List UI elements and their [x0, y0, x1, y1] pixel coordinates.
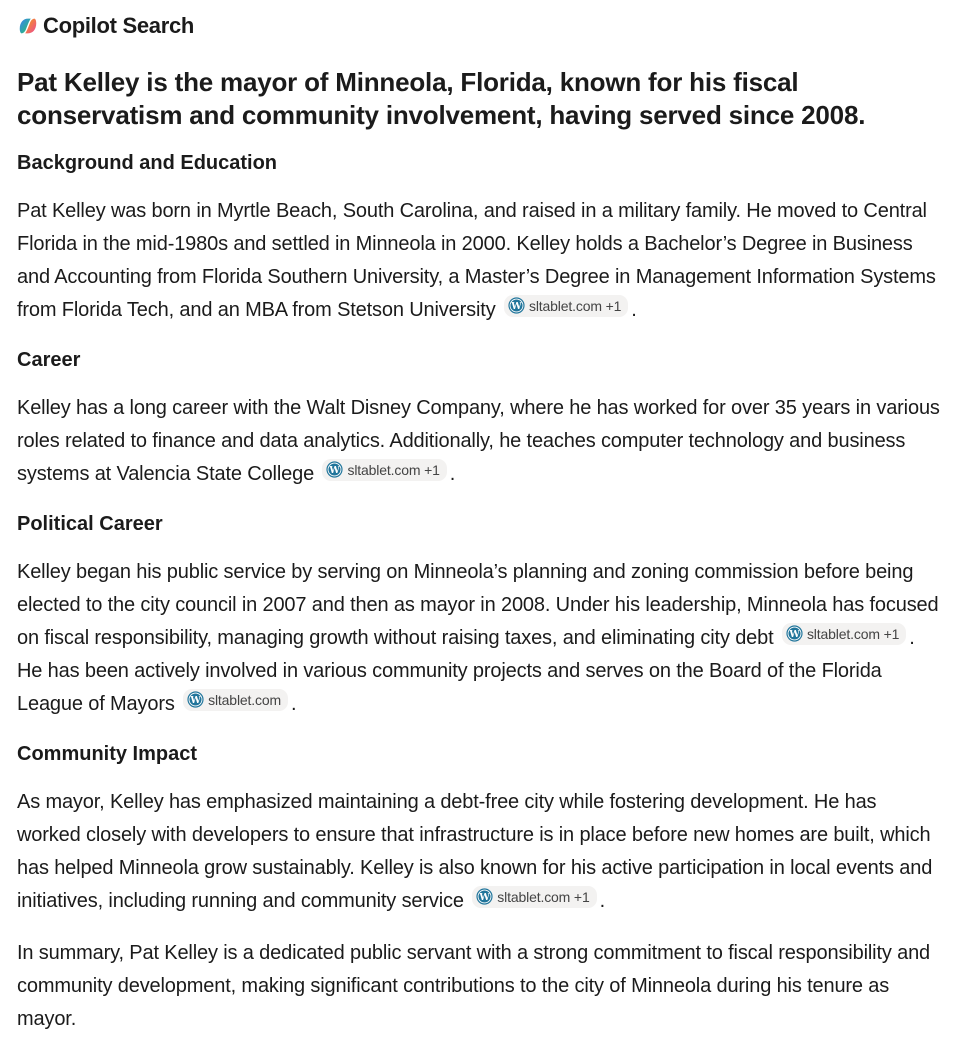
section-heading: Career: [17, 349, 81, 371]
paragraph-text: .: [449, 463, 456, 485]
svg-text:W: W: [479, 891, 490, 903]
paragraph-text: .: [291, 693, 297, 715]
citation-chip[interactable]: [472, 886, 596, 908]
paragraph-text: Kelley began his public service by serving on Minneola’s planning and zoning commission before being elected to the city council in 2007 and then as mayor in 2008. Under his leadership, Minneola has focused on fiscal responsibility, managing growth without raising taxes, and eliminating city debt: [17, 561, 939, 649]
paragraph-text: .: [631, 299, 637, 321]
section-paragraph: [17, 195, 942, 327]
wordpress-icon: [326, 461, 343, 478]
section-paragraph: [17, 392, 942, 491]
svg-text:W: W: [190, 694, 201, 706]
paragraph-text: .: [599, 890, 606, 912]
app-header: [17, 12, 194, 40]
section-heading: Political Career: [17, 513, 163, 535]
wordpress-icon: [187, 691, 204, 708]
svg-text:W: W: [329, 464, 341, 476]
summary-paragraph: In summary, Pat Kelley is a dedicated public servant with a strong commitment to fiscal responsibility and community development, making significant contributions to the city of Minneola during his tenure as mayor.: [17, 942, 931, 1030]
wordpress-icon: [476, 888, 493, 905]
section-career: [17, 346, 942, 491]
copilot-logo-icon[interactable]: [17, 15, 39, 37]
paragraph-text: As mayor, Kelley has emphasized maintaining a debt-free city while fostering development. He has worked closely with developers to ensure that infrastructure is in place before new homes are built, which has helped Minneola grow sustainably. Kelley is also known for his active participation in local events and initiatives, including running and community service: [17, 791, 933, 912]
citation-label: sltablet.com +1: [497, 888, 590, 905]
svg-text:W: W: [511, 300, 522, 312]
section-heading: Background and Education: [17, 152, 278, 174]
answer-content: [17, 66, 942, 1055]
answer-title: Pat Kelley is the mayor of Minneola, Florida, known for his fiscal conservatism and community involvement, having served since 2008.: [17, 67, 866, 130]
svg-text:W: W: [789, 628, 800, 640]
citation-label: sltablet.com: [208, 691, 282, 708]
citation-chip[interactable]: [782, 623, 906, 645]
paragraph-text: Pat Kelley was born in Myrtle Beach, South Carolina, and raised in a military family. He moved to Central Florida in the mid-1980s and settled in Minneola in 2000. Kelley holds a Bachelor’s Degree in Business and Accounting from Florida Southern University, a Master’s Degree in Management Information Systems from Florida Tech, and an MBA from Stetson University: [17, 200, 936, 321]
paragraph-text: . He has been actively involved in various community projects and serves on the Board of the Florida League of Mayors: [17, 627, 915, 715]
citation-chip[interactable]: [504, 295, 628, 317]
wordpress-icon: [786, 625, 803, 642]
app-brand: Copilot Search: [43, 13, 195, 38]
citation-chip[interactable]: [322, 459, 446, 481]
section-background-education: [17, 149, 942, 327]
section-heading: Community Impact: [17, 743, 198, 765]
wordpress-icon: [508, 297, 525, 314]
citation-label: sltablet.com +1: [806, 625, 900, 642]
section-political-career: [17, 510, 942, 721]
paragraph-text: Kelley has a long career with the Walt Disney Company, where he has worked for over 35 years in various roles related to finance and data analytics. Additionally, he teaches computer technology and business systems at Valencia State College: [17, 397, 940, 485]
section-paragraph: [17, 556, 942, 721]
citation-chip[interactable]: [183, 689, 288, 711]
section-paragraph: [17, 786, 942, 918]
section-community-impact: [17, 740, 942, 918]
citation-label: sltablet.com +1: [528, 297, 622, 314]
citation-label: sltablet.com +1: [347, 461, 440, 478]
